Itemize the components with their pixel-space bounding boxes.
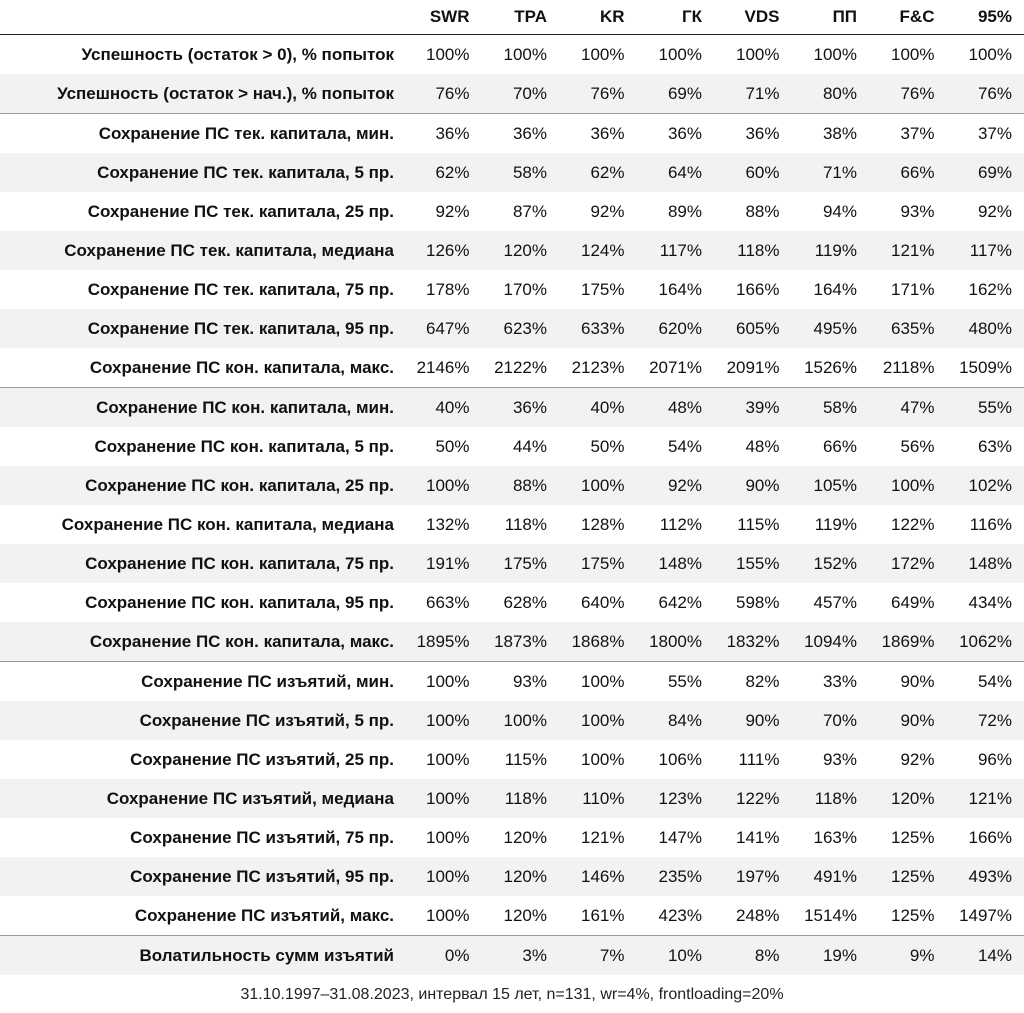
table-row (0, 153, 1024, 192)
table-cell: 175% (482, 544, 560, 583)
table-cell: 647% (404, 309, 482, 348)
table-cell: 106% (658, 749, 702, 769)
table-cell: 105% (792, 466, 870, 505)
table-cell: 125% (891, 827, 935, 847)
table-cell: 116% (969, 514, 1012, 534)
table-cell: 100% (482, 701, 560, 740)
table-row (0, 74, 1024, 114)
table-cell: 649% (891, 592, 935, 612)
row-label: Сохранение ПС кон. капитала, макс. (89, 357, 394, 377)
table-cell: 84% (637, 701, 715, 740)
table-cell: 54% (667, 436, 702, 456)
row-label: Сохранение ПС кон. капитала, 75 пр. (0, 544, 404, 583)
table-cell: 100% (559, 662, 637, 702)
table-cell: 58% (482, 153, 560, 192)
table-cell: 92% (590, 201, 625, 221)
table-cell: 96% (977, 749, 1012, 769)
table-cell: 495% (792, 309, 870, 348)
table-cell: 56% (900, 436, 935, 456)
table-cell: 122% (714, 779, 792, 818)
row-label: Сохранение ПС тек. капитала, медиана (0, 231, 404, 270)
table-cell: 1873% (482, 622, 560, 662)
table-cell: 1869% (869, 622, 947, 662)
column-header: SWR (404, 0, 482, 35)
table-cell: 126% (404, 231, 482, 270)
table-cell: 82% (714, 662, 792, 702)
header-corner (0, 0, 404, 35)
table-cell: 90% (869, 701, 947, 740)
table-cell: 117% (947, 231, 1024, 270)
table-cell: 76% (947, 74, 1024, 114)
table-cell: 72% (947, 701, 1024, 740)
table-cell: 100% (426, 827, 470, 847)
table-cell: 197% (714, 857, 792, 896)
table-cell: 120% (482, 231, 560, 270)
table-cell: 122% (891, 514, 935, 534)
table-cell: 88% (745, 201, 780, 221)
table-cell: 92% (435, 201, 470, 221)
table-row (0, 35, 1024, 75)
column-header: KR (559, 0, 637, 35)
table-cell: 40% (559, 388, 637, 428)
table-cell: 40% (404, 388, 482, 428)
table-cell: 100% (813, 44, 857, 64)
table-cell: 93% (822, 749, 857, 769)
table-cell: 76% (869, 74, 947, 114)
table-cell: 605% (714, 309, 792, 348)
table-row (0, 857, 1024, 896)
table-cell: 100% (404, 662, 482, 702)
table-cell: 10% (637, 936, 715, 976)
table-cell: 100% (968, 44, 1012, 64)
table-cell: 121% (581, 827, 625, 847)
table-cell: 120% (503, 905, 547, 925)
row-label: Волатильность сумм изъятий (0, 936, 404, 976)
table-cell: 125% (869, 857, 947, 896)
column-header: 95% (947, 0, 1024, 35)
table-cell: 642% (658, 592, 702, 612)
table-cell: 148% (947, 544, 1024, 583)
table-cell: 110% (559, 779, 637, 818)
table-cell: 93% (900, 201, 935, 221)
table-cell: 163% (813, 827, 857, 847)
table-cell: 141% (736, 827, 780, 847)
table-cell: 1509% (959, 357, 1012, 377)
table-row (0, 231, 1024, 270)
table-cell: 491% (792, 857, 870, 896)
table-cell: 2146% (416, 357, 470, 377)
table-row (0, 348, 1024, 388)
table-cell: 90% (869, 662, 947, 702)
table-cell: 112% (659, 514, 702, 534)
table-cell: 44% (512, 436, 547, 456)
table-cell: 166% (736, 279, 780, 299)
column-header: VDS (714, 0, 792, 35)
table-cell: 100% (426, 749, 470, 769)
row-label: Сохранение ПС тек. капитала, 75 пр. (87, 279, 394, 299)
table-row (0, 427, 1024, 466)
table-cell: 164% (813, 279, 857, 299)
table-cell: 7% (559, 936, 637, 976)
row-label: Сохранение ПС кон. капитала, 95 пр. (85, 592, 394, 612)
table-cell: 100% (559, 466, 637, 505)
table-cell: 70% (792, 701, 870, 740)
table-cell: 120% (503, 827, 547, 847)
row-label: Сохранение ПС тек. капитала, 5 пр. (0, 153, 404, 192)
table-cell: 434% (968, 592, 1012, 612)
table-cell: 69% (637, 74, 715, 114)
table-cell: 166% (968, 827, 1012, 847)
table-cell: 128% (581, 514, 625, 534)
row-label: Сохранение ПС кон. капитала, макс. (0, 622, 404, 662)
table-cell: 37% (869, 114, 947, 154)
table-cell: 423% (658, 905, 702, 925)
table-cell: 2122% (494, 357, 547, 377)
table-row (0, 544, 1024, 583)
table-cell: 100% (404, 857, 482, 896)
table-cell: 70% (482, 74, 560, 114)
table-cell: 117% (637, 231, 715, 270)
table-cell: 493% (947, 857, 1024, 896)
table-cell: 8% (714, 936, 792, 976)
table-cell: 640% (581, 592, 625, 612)
table-cell: 90% (714, 701, 792, 740)
table-cell: 121% (869, 231, 947, 270)
table-cell: 100% (891, 44, 935, 64)
table-cell: 178% (426, 279, 470, 299)
table-cell: 39% (714, 388, 792, 428)
table-cell: 148% (637, 544, 715, 583)
table-cell: 88% (482, 466, 560, 505)
table-cell: 100% (404, 779, 482, 818)
table-cell: 36% (482, 114, 560, 154)
table-cell: 19% (792, 936, 870, 976)
table-cell: 100% (658, 44, 702, 64)
table-cell: 121% (947, 779, 1024, 818)
table-cell: 62% (559, 153, 637, 192)
table-cell: 1895% (404, 622, 482, 662)
table-cell: 36% (404, 114, 482, 154)
table-cell: 120% (482, 857, 560, 896)
table-cell: 93% (482, 662, 560, 702)
table-row (0, 896, 1024, 936)
table-cell: 37% (947, 114, 1024, 154)
table-cell: 92% (900, 749, 935, 769)
table-cell: 1514% (804, 905, 857, 925)
header-row (0, 0, 1024, 35)
table-cell: 235% (637, 857, 715, 896)
table-cell: 125% (891, 905, 935, 925)
table-cell: 92% (637, 466, 715, 505)
column-header: ПП (792, 0, 870, 35)
table-cell: 92% (977, 201, 1012, 221)
table-cell: 100% (736, 44, 780, 64)
table-cell: 2123% (571, 357, 625, 377)
table-cell: 170% (503, 279, 547, 299)
table-cell: 100% (404, 466, 482, 505)
table-cell: 171% (891, 279, 935, 299)
table-cell: 162% (968, 279, 1012, 299)
table-cell: 36% (482, 388, 560, 428)
table-body (0, 35, 1024, 976)
table-cell: 94% (822, 201, 857, 221)
table-row (0, 740, 1024, 779)
table-cell: 152% (792, 544, 870, 583)
table-row (0, 192, 1024, 231)
table-cell: 55% (637, 662, 715, 702)
table-row (0, 388, 1024, 428)
column-header: ГК (637, 0, 715, 35)
table-cell: 175% (559, 544, 637, 583)
row-label: Сохранение ПС кон. капитала, мин. (0, 388, 404, 428)
table-cell: 2071% (649, 357, 702, 377)
table-cell: 132% (426, 514, 470, 534)
table-cell: 115% (504, 749, 547, 769)
table-cell: 87% (512, 201, 547, 221)
table-cell: 66% (869, 153, 947, 192)
table-cell: 71% (714, 74, 792, 114)
table-cell: 191% (404, 544, 482, 583)
table-cell: 80% (792, 74, 870, 114)
table-row (0, 583, 1024, 622)
table-cell: 119% (792, 231, 870, 270)
table-cell: 172% (869, 544, 947, 583)
table-cell: 48% (745, 436, 780, 456)
table-cell: 118% (504, 514, 547, 534)
table-row (0, 505, 1024, 544)
table-cell: 663% (426, 592, 470, 612)
table-cell: 55% (947, 388, 1024, 428)
column-header: TPA (482, 0, 560, 35)
row-label: Сохранение ПС изъятий, мин. (0, 662, 404, 702)
table-cell: 64% (637, 153, 715, 192)
table-cell: 66% (822, 436, 857, 456)
row-label: Сохранение ПС тек. капитала, 25 пр. (87, 201, 394, 221)
row-label: Сохранение ПС изъятий, 75 пр. (130, 827, 394, 847)
table-cell: 118% (482, 779, 560, 818)
table-cell: 161% (581, 905, 625, 925)
table-cell: 0% (404, 936, 482, 976)
table-row (0, 701, 1024, 740)
table-cell: 633% (559, 309, 637, 348)
table-cell: 457% (813, 592, 857, 612)
table-cell: 102% (947, 466, 1024, 505)
table-cell: 111% (738, 749, 780, 769)
table-cell: 89% (667, 201, 702, 221)
table-cell: 54% (947, 662, 1024, 702)
table-cell: 3% (482, 936, 560, 976)
table-cell: 175% (581, 279, 625, 299)
table-cell: 48% (637, 388, 715, 428)
table-cell: 480% (947, 309, 1024, 348)
table-cell: 155% (714, 544, 792, 583)
table-cell: 2118% (882, 357, 935, 377)
table-cell: 2091% (726, 357, 780, 377)
table-cell: 90% (714, 466, 792, 505)
table-cell: 620% (637, 309, 715, 348)
table-header (0, 0, 1024, 35)
table-cell: 147% (658, 827, 702, 847)
table-row (0, 622, 1024, 662)
table-cell: 63% (977, 436, 1012, 456)
row-label: Сохранение ПС кон. капитала, 25 пр. (0, 466, 404, 505)
row-label: Сохранение ПС тек. капитала, мин. (0, 114, 404, 154)
table-cell: 120% (869, 779, 947, 818)
table-cell: 1094% (792, 622, 870, 662)
table-cell: 1800% (637, 622, 715, 662)
table-cell: 100% (426, 905, 470, 925)
column-header: F&C (869, 0, 947, 35)
table-cell: 50% (590, 436, 625, 456)
table-cell: 118% (714, 231, 792, 270)
table-cell: 100% (581, 749, 625, 769)
table-cell: 38% (792, 114, 870, 154)
row-label: Сохранение ПС изъятий, 95 пр. (0, 857, 404, 896)
table-cell: 36% (559, 114, 637, 154)
table-row (0, 662, 1024, 702)
table-cell: 36% (637, 114, 715, 154)
table-cell: 124% (559, 231, 637, 270)
table-cell: 71% (792, 153, 870, 192)
row-label: Сохранение ПС изъятий, 25 пр. (130, 749, 394, 769)
table-cell: 146% (559, 857, 637, 896)
table-cell: 100% (581, 44, 625, 64)
row-label: Сохранение ПС изъятий, 5 пр. (0, 701, 404, 740)
table-cell: 100% (404, 701, 482, 740)
table-caption: 31.10.1997–31.08.2023, интервал 15 лет, n=131, wr=4%, frontloading=20% (240, 986, 784, 1003)
table-row (0, 309, 1024, 348)
table-row (0, 114, 1024, 154)
table-cell: 635% (869, 309, 947, 348)
row-label: Сохранение ПС изъятий, медиана (0, 779, 404, 818)
table-cell: 119% (814, 514, 857, 534)
table-cell: 100% (869, 466, 947, 505)
table-row (0, 270, 1024, 309)
table-cell: 69% (947, 153, 1024, 192)
table-cell: 123% (637, 779, 715, 818)
table-cell: 60% (714, 153, 792, 192)
table-row (0, 818, 1024, 857)
row-label: Успешность (остаток > 0), % попыток (81, 44, 394, 64)
row-label: Сохранение ПС кон. капитала, медиана (61, 514, 394, 534)
table-cell: 623% (482, 309, 560, 348)
table-row (0, 466, 1024, 505)
table-cell: 1832% (714, 622, 792, 662)
row-label: Сохранение ПС кон. капитала, 5 пр. (94, 436, 394, 456)
table-cell: 115% (737, 514, 780, 534)
table-cell: 50% (435, 436, 470, 456)
table-cell: 9% (869, 936, 947, 976)
table-cell: 100% (426, 44, 470, 64)
table-cell: 58% (792, 388, 870, 428)
table-cell: 598% (736, 592, 780, 612)
table-cell: 47% (869, 388, 947, 428)
table-cell: 1497% (959, 905, 1012, 925)
table-cell: 76% (404, 74, 482, 114)
table-row (0, 936, 1024, 976)
table-cell: 248% (736, 905, 780, 925)
table-cell: 100% (559, 701, 637, 740)
row-label: Сохранение ПС изъятий, макс. (134, 905, 394, 925)
table-cell: 76% (559, 74, 637, 114)
table-cell: 1868% (559, 622, 637, 662)
table-row (0, 779, 1024, 818)
table-cell: 1526% (804, 357, 857, 377)
table-cell: 62% (404, 153, 482, 192)
table-cell: 33% (792, 662, 870, 702)
table-cell: 14% (947, 936, 1024, 976)
table-cell: 1062% (947, 622, 1024, 662)
table-cell: 36% (714, 114, 792, 154)
table-cell: 164% (658, 279, 702, 299)
table-cell: 628% (503, 592, 547, 612)
row-label: Успешность (остаток > нач.), % попыток (0, 74, 404, 114)
table-cell: 118% (792, 779, 870, 818)
row-label: Сохранение ПС тек. капитала, 95 пр. (0, 309, 404, 348)
table-cell: 100% (503, 44, 547, 64)
